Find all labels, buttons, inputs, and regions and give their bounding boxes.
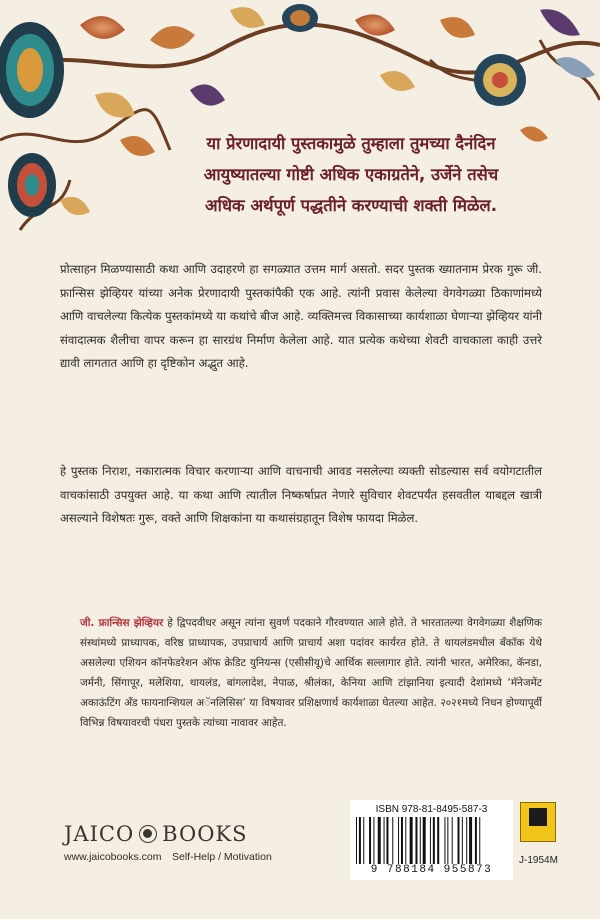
- tagline-line: आयुष्यातल्या गोष्टी अधिक एकाग्रतेने, उर्जेने तसेच: [203, 165, 499, 184]
- publisher-url: www.jaicobooks.com: [64, 851, 162, 863]
- tagline: [116, 128, 586, 221]
- ean-digits: 9 788184 955873: [370, 864, 493, 876]
- tagline-line: अधिक अर्थपूर्ण पद्धतीने करण्याची शक्ती मिळेल.: [205, 196, 497, 215]
- publisher-logo: [64, 820, 248, 848]
- logo-text-right: BOOKS: [162, 822, 248, 846]
- barcode-icon: [356, 817, 508, 864]
- genre-label: Self-Help / Motivation: [172, 851, 272, 863]
- barcode-panel: [350, 800, 513, 880]
- jaico-badge-icon: [520, 802, 556, 842]
- logo-text-left: JAICO: [64, 822, 135, 846]
- catalog-code: J-1954M: [519, 855, 558, 866]
- description-paragraph: प्रोत्साहन मिळण्यासाठी कथा आणि उदाहरणे हा सगळ्यात उत्तम मार्ग असतो. सदर पुस्तक ख्यातनाम प्रेरक गुरू जी. फ्रान्सिस झेव्हियर यांच्या अनेक प्रेरणादायी पुस्तकांपैकी एक आहे. त्यांनी प्रवास केलेल्या वेगवेगळ्या ठिकाणांमध्ये आणि वाचलेल्या कित्येक पुस्तकांमध्ये या कथांचे बीज आहे. व्यक्तिमत्त्व विकासाच्या कार्यशाळा घेणाऱ्या झेव्हियर यांनी संवादात्मक शैलीचा वापर करून हा सारग्रंथ निर्माण केलेला आहे. यात प्रत्येक कथेच्या शेवटी वाचकाला काही उत्तरे द्यावी लागतात आणि हा दृष्टिकोन अद्भुत आहे.: [60, 262, 542, 370]
- publisher-emblem-icon: [139, 825, 157, 843]
- author-name: जी. फ्रान्सिस झेव्हियर: [80, 617, 164, 629]
- description-paragraph: हे पुस्तक निराश, नकारात्मक विचार करणाऱ्या आणि वाचनाची आवड नसलेल्या व्यक्ती सोडल्यास सर्व वयोगटातील वाचकांसाठी उपयुक्त आहे. या कथा आणि त्यातील निष्कर्षाप्रत नेणारे सुविचार शेवटपर्यंत हसवतील याबद्दल खात्री असल्याने विशेषतः गुरू, वक्ते आणि शिक्षकांना या कथासंग्रहातून विशेष फायदा मिळेल.: [60, 464, 542, 525]
- author-bio: [80, 614, 542, 733]
- isbn-label: ISBN 978-81-8495-587-3: [375, 804, 488, 815]
- author-bio-text: हे द्विपदवीधर असून त्यांना सुवर्ण पदकाने गौरवण्यात आले होते. ते भारतातल्या वेगवेगळ्या शैक्षणिक संस्थांमध्ये प्राध्यापक, वरिष्ठ प्राध्यापक, उपप्राचार्य आणि प्राचार्य अशा पदांवर कार्यरत होते. ते थायलंडमधील बँकॉक येथे असलेल्या एशियन कॉनफेडरेशन ऑफ क्रेडिट युनियन्स (एसीसीयू)चे आर्थिक सल्लागार होते. त्यांनी भारत, अमेरिका, कॅनडा, जर्मनी, सिंगापूर, मलेशिया, थायलंड, बांगलादेश, नेपाळ, श्रीलंका, केनिया आणि टांझानिया इत्यादी देशांमध्ये ‘मॅनेजमेंट अकाऊंटिंग अँड फायनान्शियल अॅनलिसिस’ या विषयावर प्रशिक्षणार्थ कार्यशाळा घेतल्या आहेत. २०२१मध्ये निधन होण्यापूर्वी विभिन्न विषयावरची पंधरा पुस्तके त्यांच्या नावावर आहेत.: [80, 617, 542, 729]
- tagline-line: या प्रेरणादायी पुस्तकामुळे तुम्हाला तुमच्या दैनंदिन: [206, 134, 496, 153]
